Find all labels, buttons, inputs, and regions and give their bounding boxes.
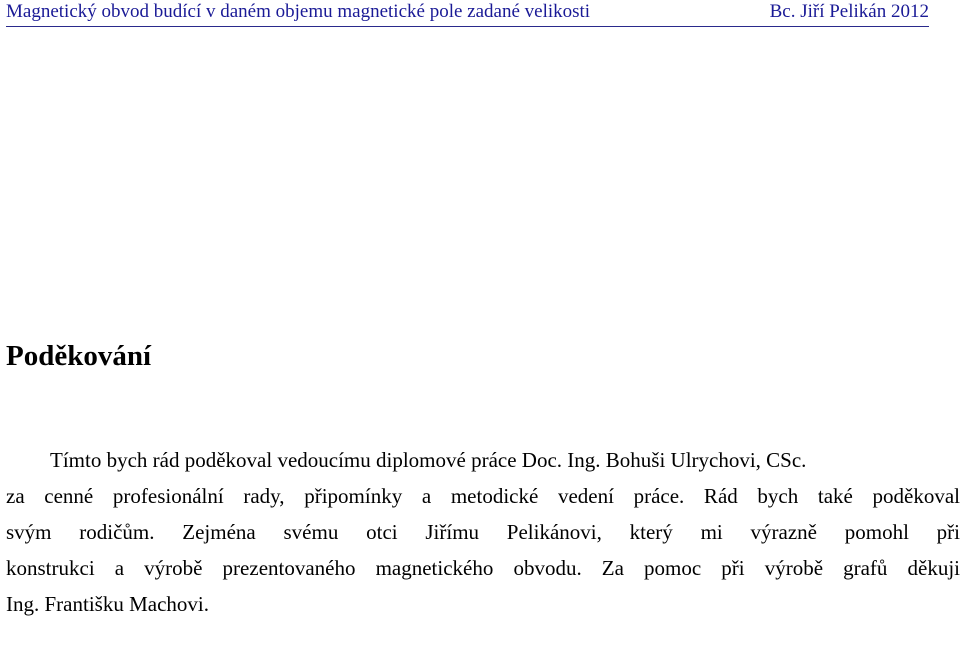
- section-heading: Poděkování: [6, 340, 152, 372]
- header-title: Magnetický obvod budící v daném objemu magnetické pole zadané velikosti: [6, 1, 591, 22]
- paragraph-line: za cenné profesionální rady, připomínky a metodické vedení práce. Rád bych také poděkoval: [6, 484, 960, 508]
- paragraph-line: konstrukci a výrobě prezentovaného magnetického obvodu. Za pomoc při výrobě grafů děkuji: [6, 556, 960, 580]
- paragraph-line: Tímto bych rád poděkoval vedoucímu diplomové práce Doc. Ing. Bohuši Ulrychovi, CSc.: [50, 448, 807, 472]
- page-header: [6, 0, 929, 27]
- paragraph-line: Ing. Františku Machovi.: [6, 592, 209, 616]
- header-author: Bc. Jiří Pelikán 2012: [769, 1, 929, 22]
- paragraph-line: svým rodičům. Zejména svému otci Jiřímu Pelikánovi, který mi výrazně pomohl při: [6, 520, 960, 544]
